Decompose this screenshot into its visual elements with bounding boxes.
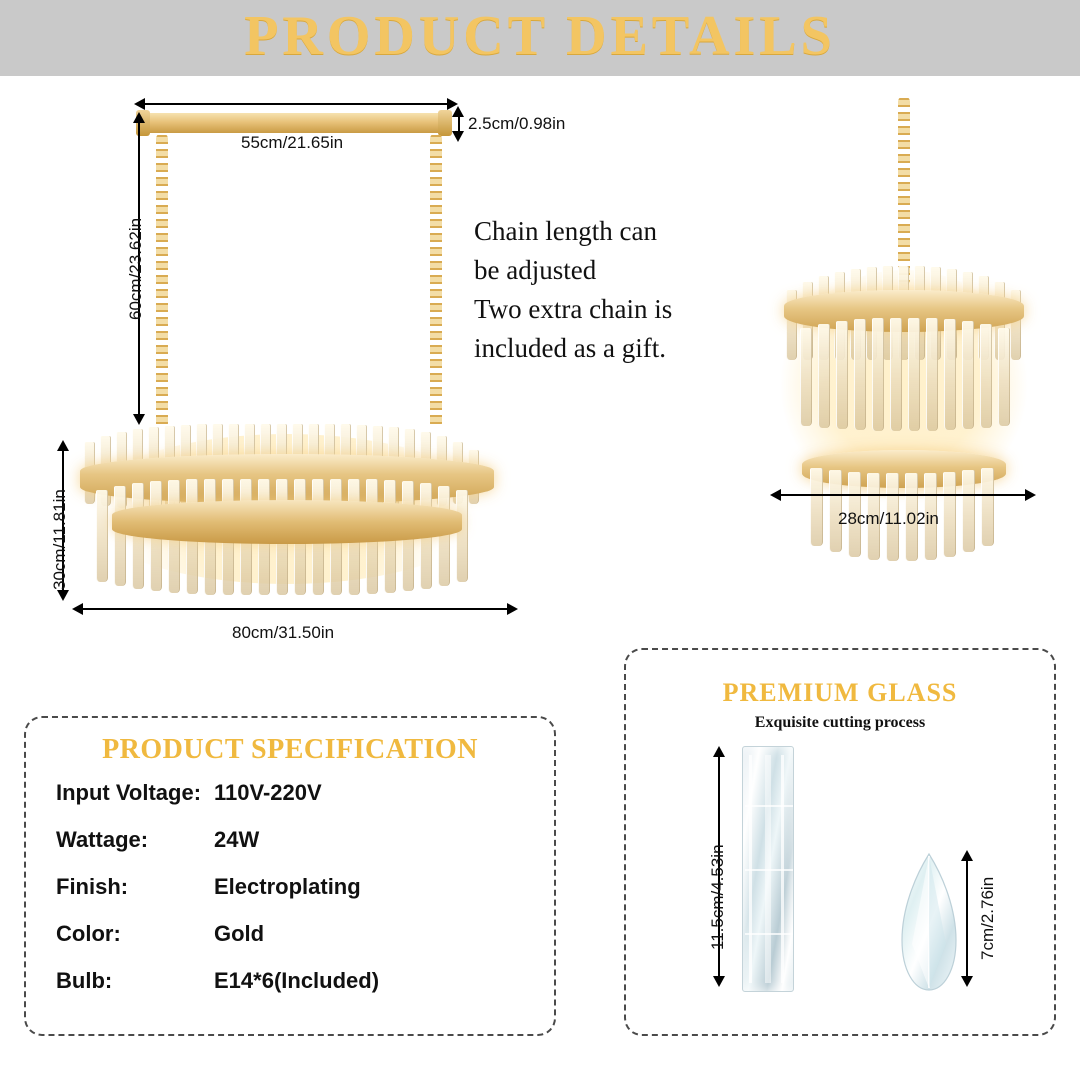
specification-list xyxy=(56,780,536,1015)
spec-row-input-voltage xyxy=(56,780,536,827)
drop-crystal-arrow-up xyxy=(961,850,973,861)
chain-note-line4: included as a gift. xyxy=(474,333,666,363)
spec-value-color: Gold xyxy=(214,921,265,946)
spec-key-input-voltage: Input Voltage: xyxy=(56,780,202,805)
spec-value-finish: Electroplating xyxy=(214,874,361,899)
round-bottom-prism-row xyxy=(766,250,1042,580)
premium-glass-title: PREMIUM GLASS xyxy=(722,678,958,707)
canopy-width-line xyxy=(140,103,452,105)
spec-row-finish xyxy=(56,874,536,921)
spec-row-bulb xyxy=(56,968,536,1015)
round-diameter-arrow-left xyxy=(770,489,781,501)
fixture-width-arrow-right xyxy=(507,603,518,615)
bar-crystal-arrow-down xyxy=(713,976,725,987)
specification-title: PRODUCT SPECIFICATION xyxy=(102,734,478,765)
round-diameter-label: 28cm/11.02in xyxy=(838,509,939,528)
bar-crystal-image xyxy=(742,746,794,992)
page-title: PRODUCT DETAILS xyxy=(244,5,836,67)
spec-row-color xyxy=(56,921,536,968)
fixture-width-line xyxy=(80,608,510,610)
spec-key-bulb: Bulb: xyxy=(56,968,113,993)
canopy-thickness-label: 2.5cm/0.98in xyxy=(468,114,566,133)
drop-crystal-dim-line xyxy=(966,856,968,984)
fixture-height-arrow-down xyxy=(57,590,69,601)
canopy-plate xyxy=(140,113,452,133)
lower-gold-ring xyxy=(112,500,462,544)
premium-glass-subtitle: Exquisite cutting process xyxy=(754,714,926,731)
drop-crystal-label: 7cm/2.76in xyxy=(978,876,997,960)
rectangular-chandelier xyxy=(62,424,512,614)
fixture-width-arrow-left xyxy=(72,603,83,615)
chain-note-line1: Chain length can xyxy=(474,216,657,246)
canopy-cap-right xyxy=(438,110,452,136)
chain-note-line2: be adjusted xyxy=(474,255,597,285)
chain-note xyxy=(474,212,764,368)
drop-crystal-image xyxy=(898,852,960,992)
spec-value-input-voltage: 110V-220V xyxy=(214,780,322,805)
chain-right xyxy=(430,133,442,429)
canopy-width-arrow-right xyxy=(447,98,458,110)
spec-value-bulb: E14*6(Included) xyxy=(214,968,380,993)
chain-drop-label: 60cm/23.62in xyxy=(126,217,145,320)
canopy-thickness-arrow-down xyxy=(452,131,464,142)
spec-row-wattage xyxy=(56,827,536,874)
chain-drop-arrow-up xyxy=(133,112,145,123)
drop-crystal-arrow-down xyxy=(961,976,973,987)
fixture-width-label: 80cm/31.50in xyxy=(232,623,335,642)
bar-crystal-label: 11.5cm/4.53in xyxy=(708,844,727,950)
chain-note-line3: Two extra chain is xyxy=(474,294,673,324)
spec-key-finish: Finish: xyxy=(56,874,129,899)
spec-key-wattage: Wattage: xyxy=(56,827,149,852)
round-diameter-arrow-right xyxy=(1025,489,1036,501)
spec-value-wattage: 24W xyxy=(214,827,260,852)
product-specification-card xyxy=(24,716,556,1036)
canopy-width-label: 55cm/21.65in xyxy=(241,133,344,152)
premium-glass-card xyxy=(624,648,1056,1036)
fixture-height-arrow-up xyxy=(57,440,69,451)
round-diameter-line xyxy=(778,494,1028,496)
canopy-width-arrow-left xyxy=(134,98,145,110)
bar-crystal-arrow-up xyxy=(713,746,725,757)
chain-left xyxy=(156,133,168,429)
chain-drop-arrow-down xyxy=(133,414,145,425)
spec-key-color: Color: xyxy=(56,921,121,946)
round-chandelier xyxy=(766,250,1042,580)
fixture-height-label: 30cm/11.81in xyxy=(50,489,69,590)
